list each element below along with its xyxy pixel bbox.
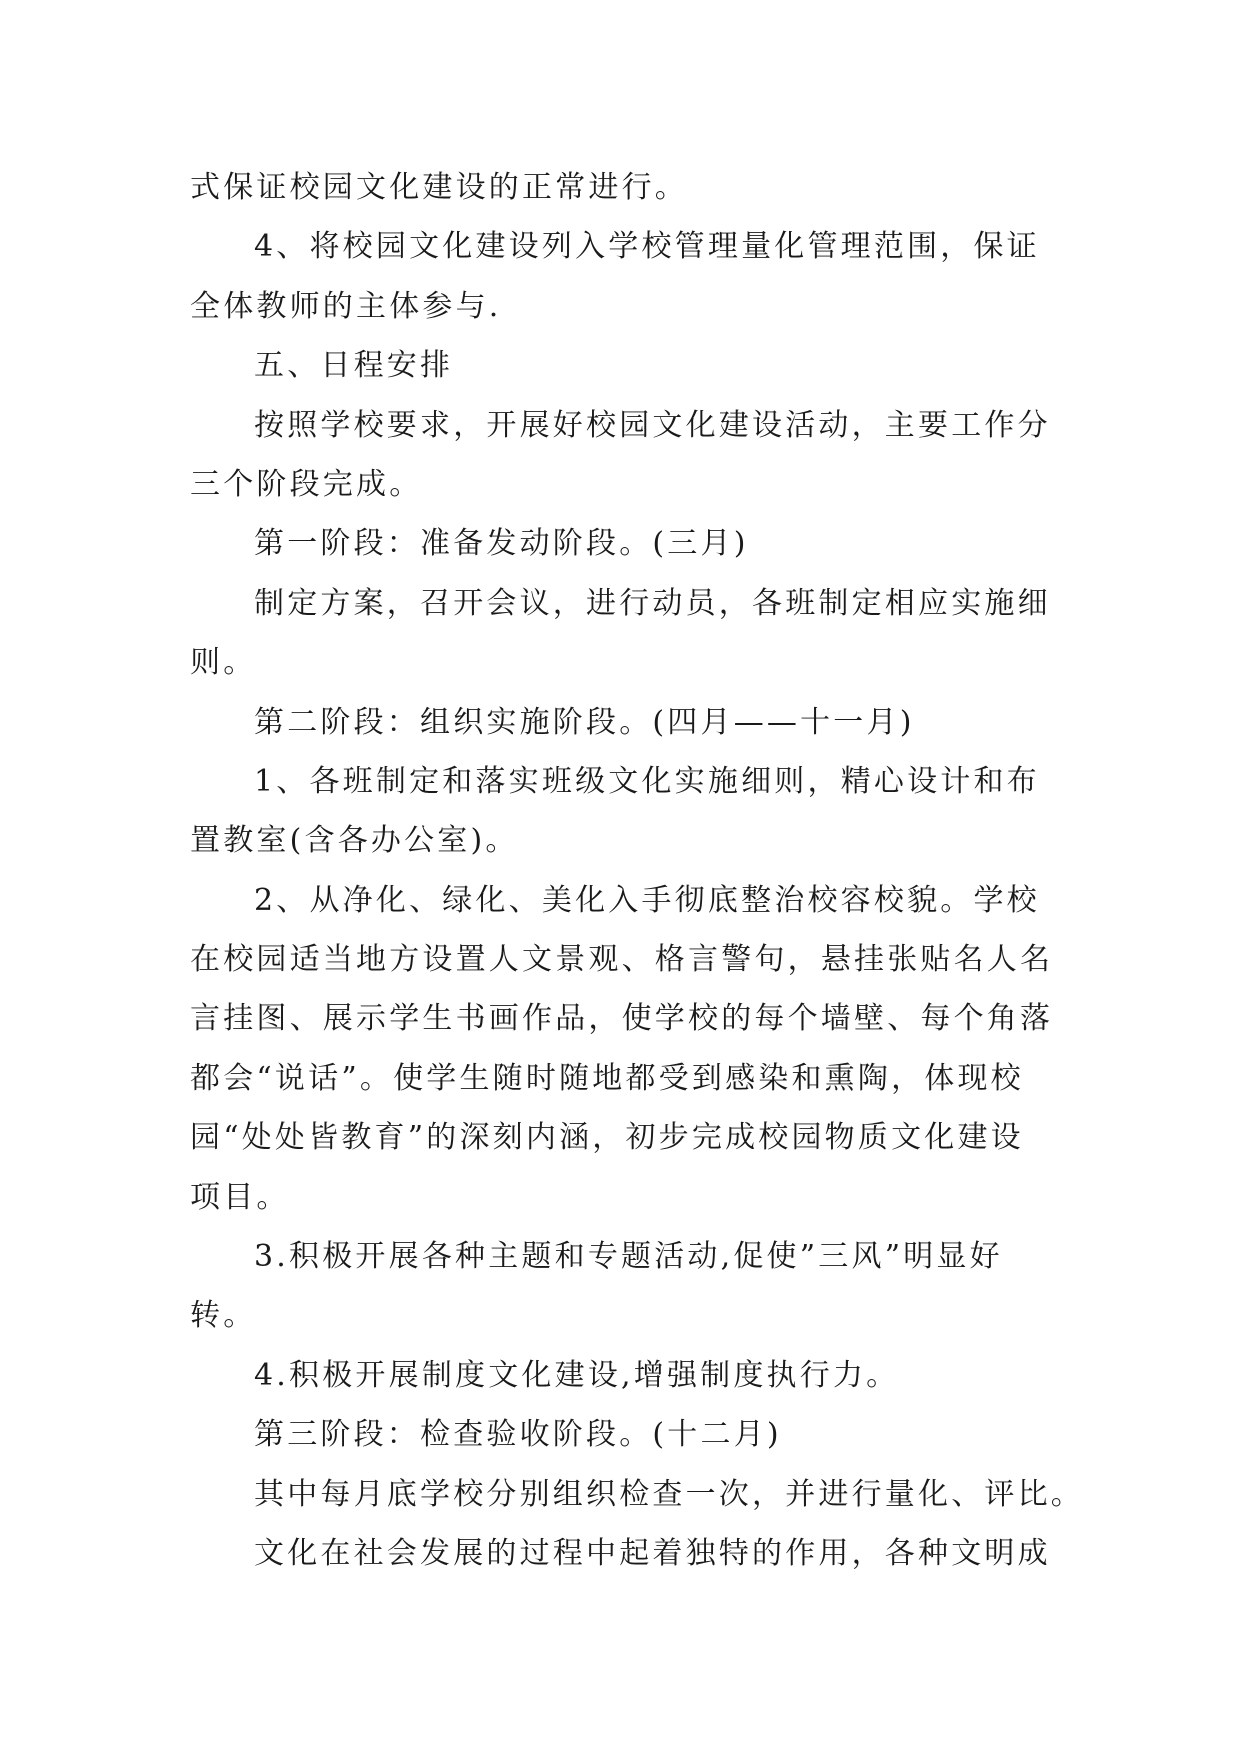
section-heading: 五、日程安排	[254, 348, 454, 384]
text-line: 文化在社会发展的过程中起着独特的作用，各种文明成	[254, 1535, 1051, 1571]
text-line: 在校园适当地方设置人文景观、格言警句，悬挂张贴名人名	[190, 942, 1054, 978]
text-line: 1、各班制定和落实班级文化实施细则，精心设计和布	[254, 763, 1040, 799]
text-line: 言挂图、展示学生书画作品，使学校的每个墙壁、每个角落	[190, 1001, 1054, 1037]
text-line: 按照学校要求，开展好校园文化建设活动，主要工作分	[254, 407, 1051, 443]
text-line: 3.积极开展各种主题和专题活动,促使”三风”明显好	[254, 1239, 1003, 1275]
document-body	[190, 158, 1084, 1583]
text-line: 置教室(含各办公室)。	[190, 823, 519, 859]
text-line: 4、将校园文化建设列入学校管理量化管理范围，保证	[254, 229, 1040, 265]
text-line: 4.积极开展制度文化建设,增强制度执行力。	[254, 1357, 900, 1393]
stage-heading: 第二阶段：组织实施阶段。(四月——十一月)	[254, 704, 915, 740]
text-line: 都会“说话”。使学生随时随地都受到感染和熏陶，体现校	[190, 1060, 1024, 1096]
text-line: 其中每月底学校分别组织检查一次，并进行量化、评比。	[254, 1476, 1084, 1512]
text-line: 园“处处皆教育”的深刻内涵，初步完成校园物质文化建设	[190, 1120, 1024, 1156]
text-line: 转。	[190, 1298, 257, 1334]
text-line: 2、从净化、绿化、美化入手彻底整治校容校貌。学校	[254, 882, 1040, 918]
text-line: 全体教师的主体参与.	[190, 288, 502, 324]
stage-heading: 第一阶段：准备发动阶段。(三月)	[254, 526, 749, 562]
stage-heading: 第三阶段：检查验收阶段。(十二月)	[254, 1417, 782, 1453]
text-line: 则。	[190, 645, 257, 681]
text-line: 式保证校园文化建设的正常进行。	[190, 170, 688, 205]
text-line: 制定方案，召开会议，进行动员，各班制定相应实施细	[254, 585, 1051, 621]
text-line: 三个阶段完成。	[190, 466, 423, 502]
text-line: 项目。	[190, 1179, 290, 1215]
